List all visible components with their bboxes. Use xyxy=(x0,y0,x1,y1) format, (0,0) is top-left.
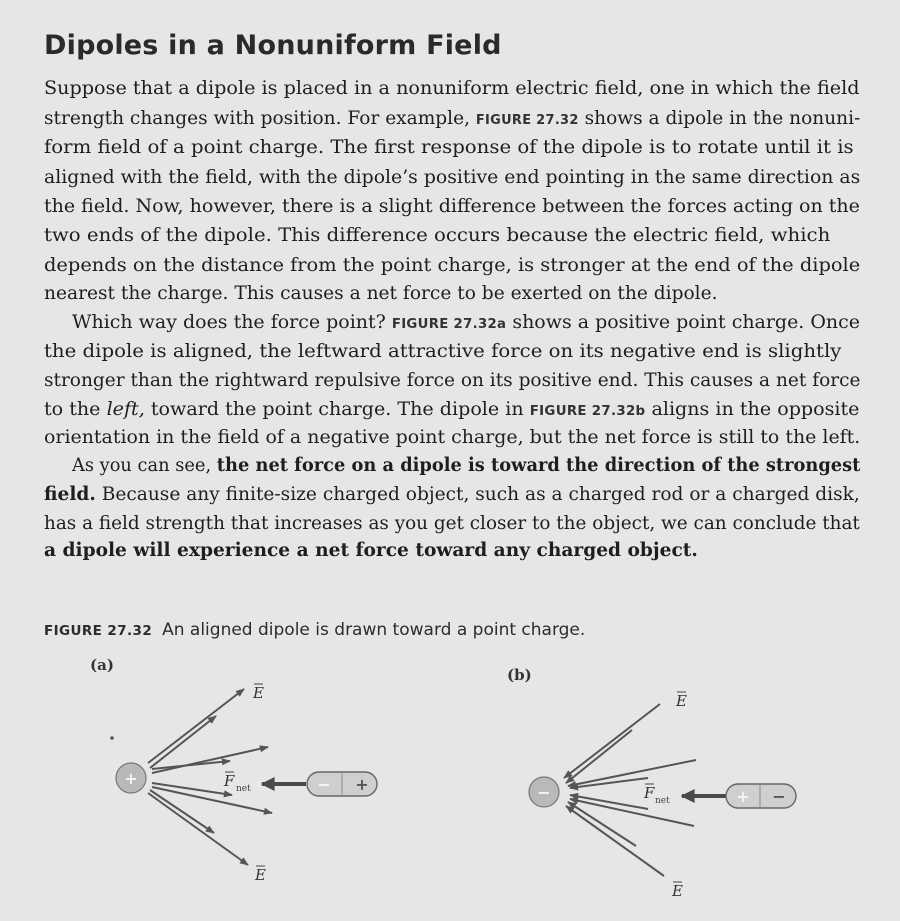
svg-text:E: E xyxy=(672,882,683,900)
field-label-b-bottom xyxy=(671,882,683,900)
svg-text:net: net xyxy=(655,796,670,806)
svg-text:E: E xyxy=(253,684,264,702)
field-lines-b xyxy=(564,704,696,876)
section-heading: Dipoles in a Nonuniform Field xyxy=(44,30,502,61)
text-line: a dipole will experience a net force toward any charged object. xyxy=(44,540,698,561)
field-label-a-top xyxy=(252,684,264,702)
net-force-label-b xyxy=(643,784,670,806)
text-line: aligned with the field, with the dipole’s positive end pointing in the same direction as xyxy=(44,167,861,188)
field-arrow xyxy=(150,790,214,833)
svg-text:F: F xyxy=(224,772,235,790)
text-line: As you can see, the net force on a dipole is toward the direction of the strongest xyxy=(72,455,861,476)
text-line: the field. Now, however, there is a slight difference between the forces acting on the xyxy=(44,196,860,217)
dipole-positive-end: + xyxy=(355,775,369,794)
svg-text:F: F xyxy=(644,784,655,802)
text-line: has a field strength that increases as you get closer to the object, we can conclude that xyxy=(44,513,860,534)
figure-number: FIGURE 27.32 xyxy=(44,623,153,639)
text-line: field. Because any finite-size charged object, such as a charged rod or a charged disk, xyxy=(44,484,860,505)
text-line: strength changes with position. For example, FIGURE 27.32 shows a dipole in the nonuni- xyxy=(44,108,861,129)
charge-sign: + xyxy=(124,769,138,788)
text-line: to the left, toward the point charge. The dipole in FIGURE 27.32b aligns in the opposite xyxy=(44,399,860,420)
panel-a-label: (a) xyxy=(90,656,114,674)
field-arrow xyxy=(152,747,268,773)
field-label-a-bottom xyxy=(254,866,266,884)
svg-text:E: E xyxy=(255,866,266,884)
dipole-negative-end: − xyxy=(772,787,786,806)
field-lines-a xyxy=(148,689,272,865)
svg-text:E: E xyxy=(676,692,687,710)
text-line: Which way does the force point? FIGURE 27.32a shows a positive point charge. Once xyxy=(72,312,861,333)
panel-b-label: (b) xyxy=(507,666,532,684)
field-arrow xyxy=(564,704,660,778)
text-line: form field of a point charge. The first response of the dipole is to rotate until it is xyxy=(44,137,854,158)
dipole-positive-end: + xyxy=(736,787,750,806)
figure-reference: FIGURE 27.32a xyxy=(391,317,507,332)
dipole-figure xyxy=(0,650,900,921)
dipole-negative-end: − xyxy=(317,775,331,794)
text-line: two ends of the dipole. This difference occurs because the electric field, which xyxy=(44,225,831,246)
text-line: stronger than the rightward repulsive force on its positive end. This causes a net force xyxy=(44,370,861,391)
field-arrow xyxy=(148,689,244,763)
field-arrow xyxy=(568,760,696,786)
figure-reference: FIGURE 27.32 xyxy=(475,113,579,128)
charge-sign: − xyxy=(537,783,551,802)
figure-caption xyxy=(44,620,585,640)
text-line: nearest the charge. This causes a net force to be exerted on the dipole. xyxy=(44,283,718,304)
text-line: orientation in the field of a negative point charge, but the net force is still to the left. xyxy=(44,427,861,448)
field-label-b-top xyxy=(675,692,687,710)
text-line: Suppose that a dipole is placed in a nonuniform electric field, one in which the field xyxy=(44,78,860,99)
caption-text: An aligned dipole is drawn toward a point charge. xyxy=(162,620,586,640)
field-arrow xyxy=(568,802,636,846)
text-line: depends on the distance from the point charge, is stronger at the end of the dipole xyxy=(44,255,861,276)
text-line: the dipole is aligned, the leftward attractive force on its negative end is slightly xyxy=(44,341,842,362)
figure-reference: FIGURE 27.32b xyxy=(529,404,646,419)
panel-b xyxy=(507,666,796,900)
net-force-label-a xyxy=(223,772,251,794)
svg-text:net: net xyxy=(236,784,251,794)
panel-a xyxy=(90,656,377,884)
stray-dot xyxy=(110,736,114,740)
field-arrow xyxy=(152,761,230,769)
